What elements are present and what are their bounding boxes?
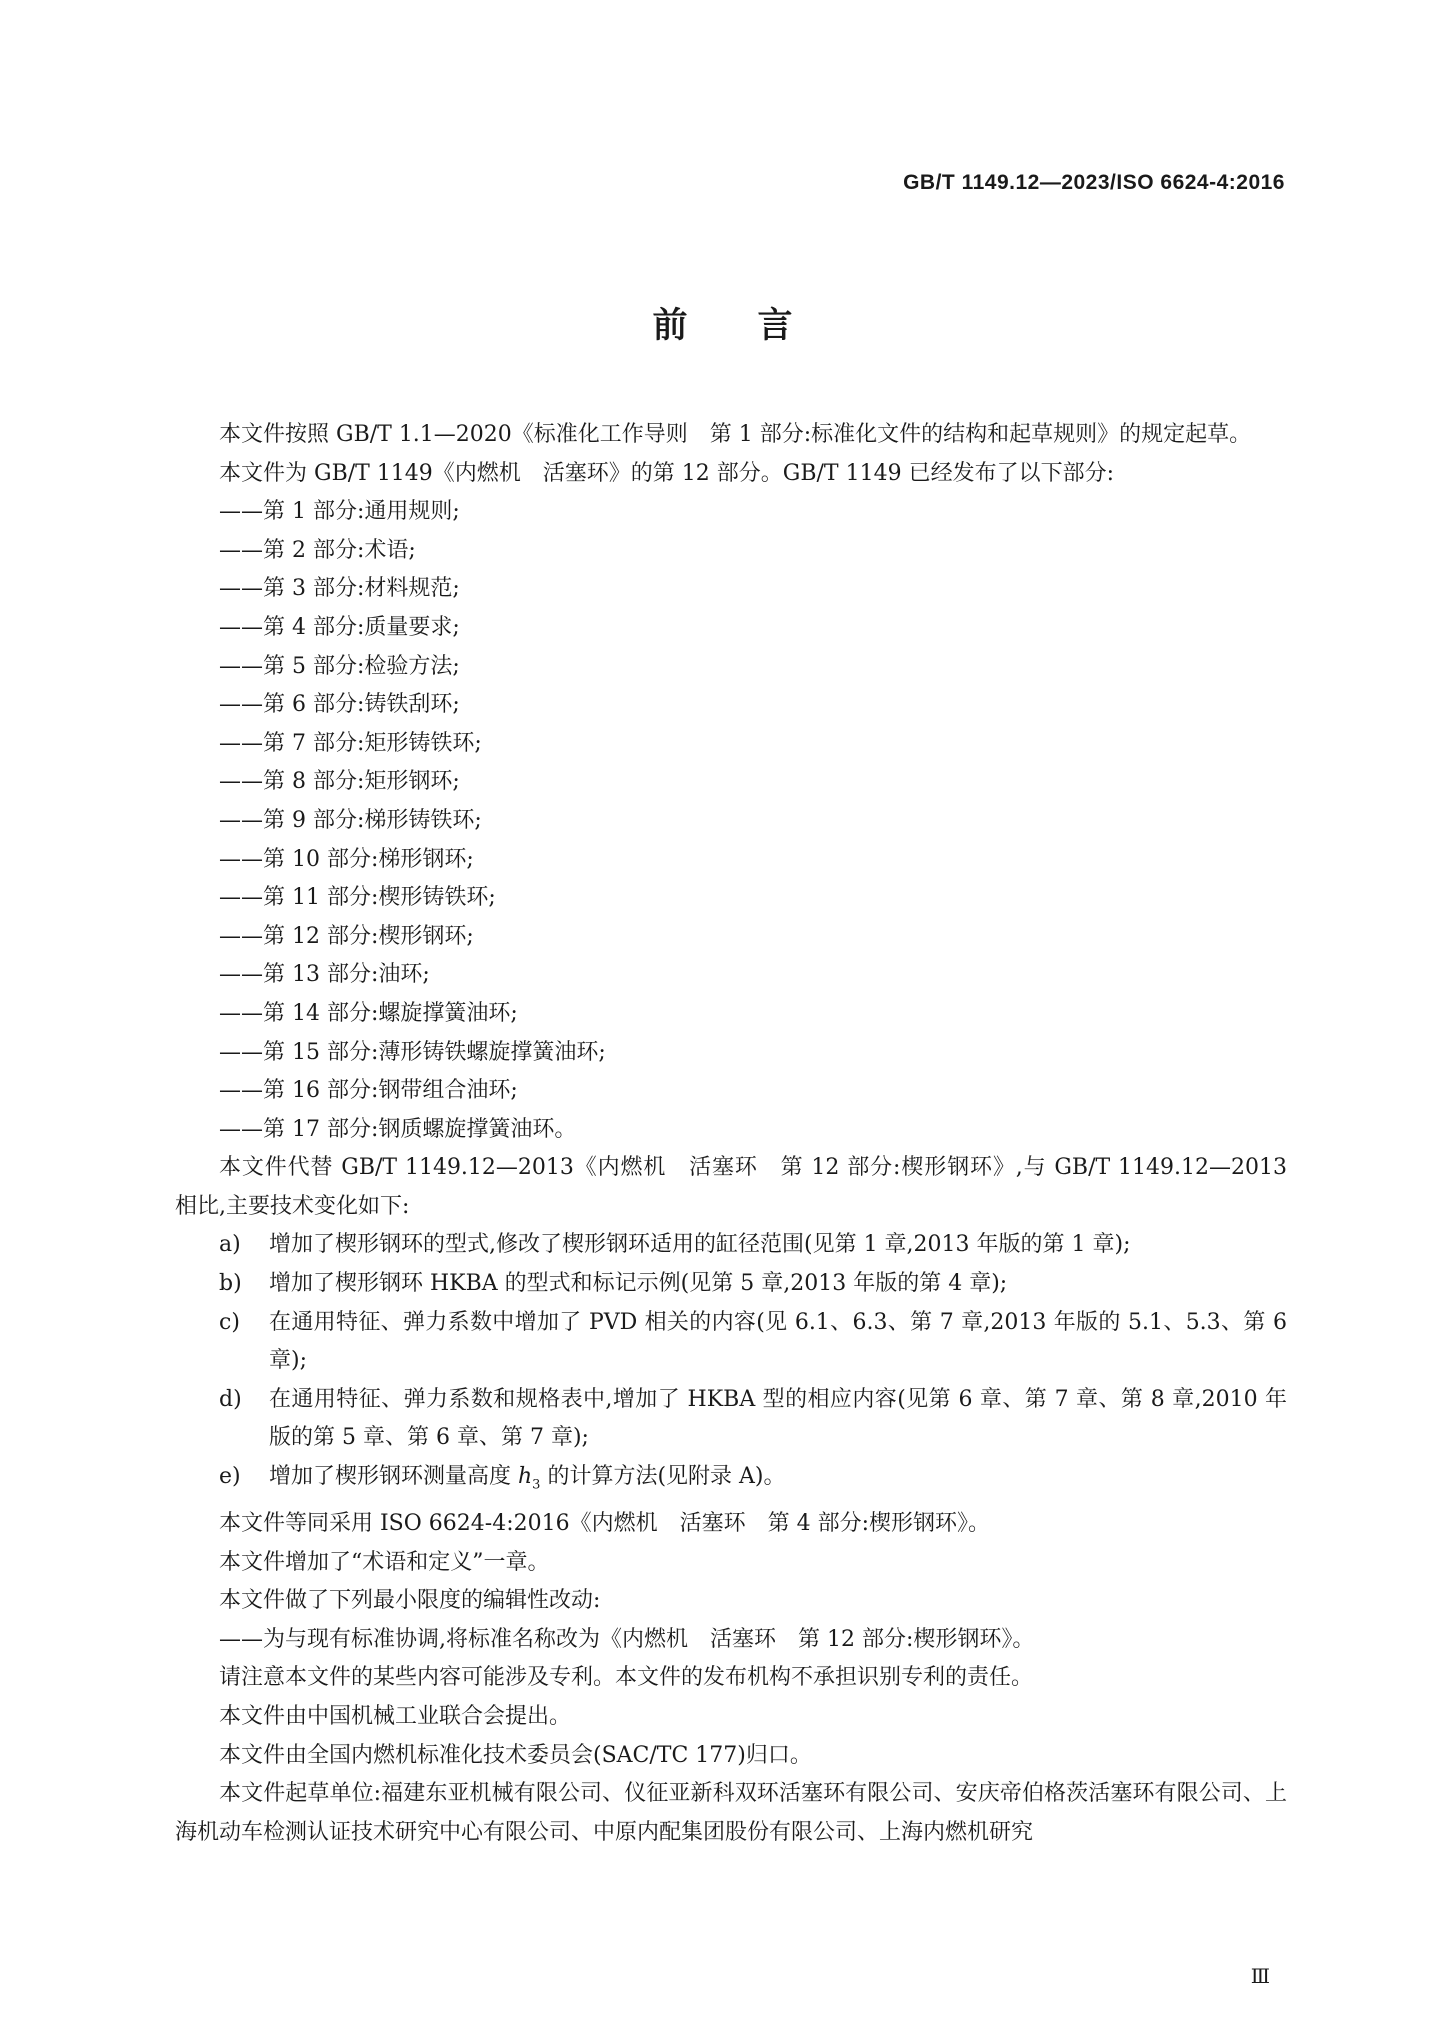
intro-paragraph-drafting: 本文件按照 GB/T 1.1—2020《标准化工作导则 第 1 部分:标准化文件的结构和起草规则》的规定起草。 [219,422,1252,447]
part-list-item: ——第 15 部分:薄形铸铁螺旋撑簧油环; [219,1039,606,1065]
part-list-item: ——第 3 部分:材料规范; [219,576,460,602]
change-text: 在通用特征、弹力系数和规格表中,增加了 HKBA 型的相应内容(见第 6 章、第 7 章、第 8 章,2010 年版的第 5 章、第 6 章、第 7 章); [269,1386,1287,1451]
page-number: Ⅲ [1250,1964,1270,1988]
part-list-item: ——第 16 部分:钢带组合油环; [219,1078,518,1104]
part-list-item: ——第 6 部分:铸铁刮环; [219,692,460,718]
change-text: 增加了楔形钢环的型式,修改了楔形钢环适用的缸径范围(见第 1 章,2013 年版的第 1 章); [269,1232,1131,1258]
change-text: 在通用特征、弹力系数中增加了 PVD 相关的内容(见 6.1、6.3、第 7 章,2013 年版的 5.1、5.3、第 6 章); [269,1309,1287,1374]
change-item-c [175,1304,1287,1381]
change-label: c) [219,1309,240,1335]
part-list-item: ——第 7 部分:矩形铸铁环; [219,730,482,756]
part-list-item: ——第 14 部分:螺旋撑簧油环; [219,1000,518,1026]
change-text [269,1458,1287,1505]
part-list-item: ——第 5 部分:检验方法; [219,653,460,679]
change-label: b) [219,1271,242,1297]
change-text-after: 的计算方法(见附录 A)。 [540,1464,786,1490]
part-list-item: ——第 8 部分:矩形钢环; [219,769,460,795]
change-label: d) [219,1386,242,1412]
proposer-paragraph: 本文件由中国机械工业联合会提出。 [219,1703,572,1729]
drafting-units-paragraph: 本文件起草单位:福建东亚机械有限公司、仪征亚新科双环活塞环有限公司、安庆帝伯格茨活塞环有限公司、上海机动车检测认证技术研究中心有限公司、中原内配集团股份有限公司、上海内燃机研究 [175,1781,1287,1845]
preface-body [175,416,1287,1852]
change-item-d [175,1381,1287,1458]
adoption-paragraph: 本文件等同采用 ISO 6624-4:2016《内燃机 活塞环 第 4 部分:楔形钢环》。 [219,1511,991,1537]
part-list-item: ——第 9 部分:梯形铸铁环; [219,807,482,833]
part-list-item: ——第 12 部分:楔形钢环; [219,923,474,949]
editorial-change-item: ——为与现有标准协调,将标准名称改为《内燃机 活塞环 第 12 部分:楔形钢环》。 [219,1626,1035,1652]
part-list-item: ——第 4 部分:质量要求; [219,614,460,640]
change-item-a [175,1226,1287,1265]
added-chapter-paragraph: 本文件增加了“术语和定义”一章。 [219,1549,550,1575]
height-subscript: 3 [532,1477,541,1493]
change-item-b [175,1265,1287,1304]
patent-notice: 请注意本文件的某些内容可能涉及专利。本文件的发布机构不承担识别专利的责任。 [219,1665,1034,1691]
standard-code-header: GB/T 1149.12—2023/ISO 6624-4:2016 [903,171,1285,194]
page-title: 前言 [652,306,863,346]
change-text: 增加了楔形钢环 HKBA 的型式和标记示例(见第 5 章,2013 年版的第 4 章); [269,1271,1008,1297]
part-list-item: ——第 10 部分:梯形钢环; [219,846,474,872]
height-variable: h [518,1464,533,1490]
replacement-paragraph: 本文件代替 GB/T 1149.12—2013《内燃机 活塞环 第 12 部分:楔形钢环》,与 GB/T 1149.12—2013 相比,主要技术变化如下: [175,1155,1287,1219]
part-list-item: ——第 17 部分:钢质螺旋撑簧油环。 [219,1116,577,1142]
change-label: a) [219,1232,241,1258]
part-list-item: ——第 2 部分:术语; [219,537,416,563]
intro-paragraph-series: 本文件为 GB/T 1149《内燃机 活塞环》的第 12 部分。GB/T 1149 已经发布了以下部分: [219,460,1114,486]
change-label: e) [219,1464,241,1490]
change-text-before: 增加了楔形钢环测量高度 [269,1464,518,1490]
change-item-e [175,1458,1287,1505]
part-list-item: ——第 13 部分:油环; [219,962,430,988]
part-list-item: ——第 1 部分:通用规则; [219,499,460,525]
editorial-changes-paragraph: 本文件做了下列最小限度的编辑性改动: [219,1588,601,1614]
part-list-item: ——第 11 部分:楔形铸铁环; [219,885,496,911]
committee-paragraph: 本文件由全国内燃机标准化技术委员会(SAC/TC 177)归口。 [219,1742,812,1768]
